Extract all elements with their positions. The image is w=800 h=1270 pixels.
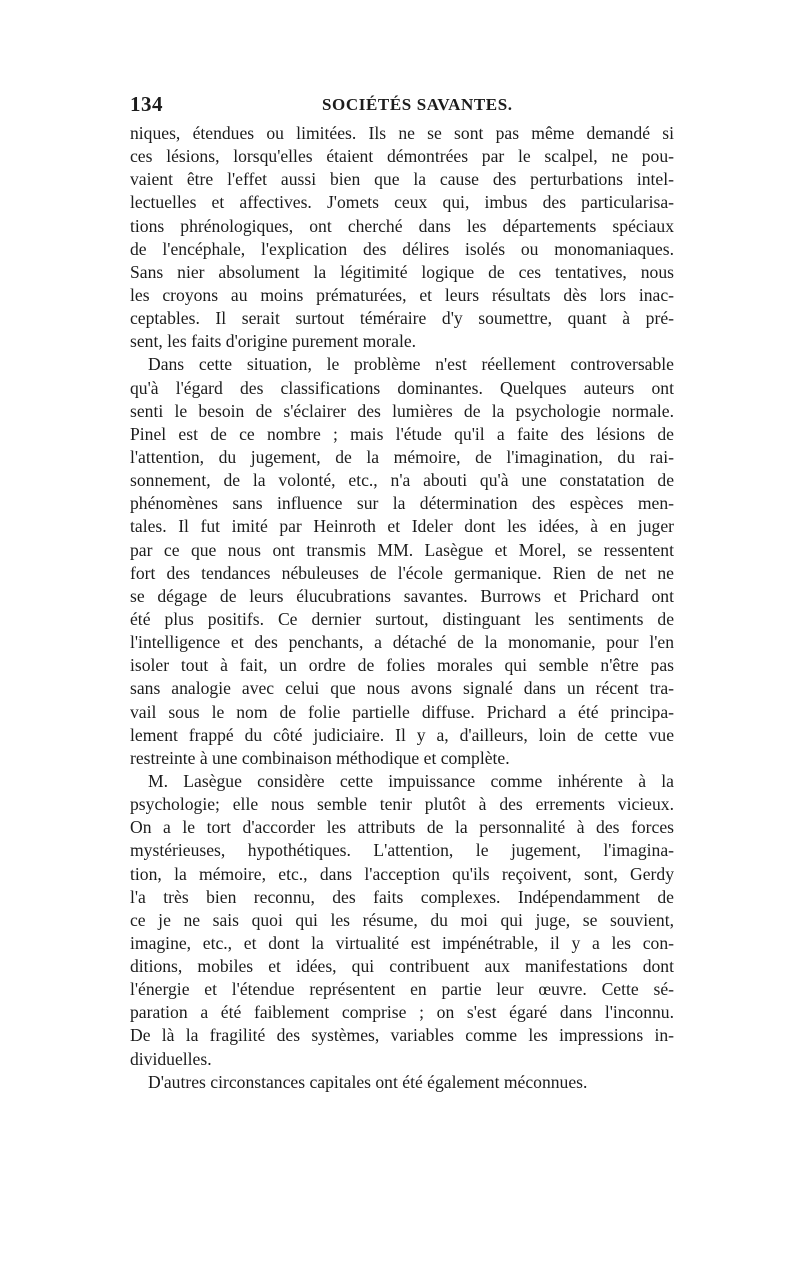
text-line: Pinel est de ce nombre ; mais l'étude qu'il a faite des lésions de	[130, 423, 674, 444]
text-line: sonnement, de la volonté, etc., n'a abouti qu'à une constatation de	[130, 470, 674, 491]
text-line: les croyons au moins prématurées, et leurs résultats dès lors inac-	[130, 284, 674, 305]
text-line: été plus positifs. Ce dernier surtout, distinguant les sentiments de	[130, 608, 674, 629]
text-line: sans analogie avec celui que nous avons signalé dans un récent tra-	[130, 678, 674, 699]
text-line: lectuelles et affectives. J'omets ceux qui, imbus des particularisa-	[130, 192, 674, 213]
text-line: par ce que nous ont transmis MM. Lasègue et Morel, se ressentent	[130, 539, 674, 560]
text-line: De là la fragilité des systèmes, variables comme les impressions in-	[130, 1025, 674, 1046]
text-line: paration a été faiblement comprise ; on s'est égaré dans l'inconnu.	[130, 1002, 674, 1023]
text-line: ce je ne sais quoi qui les résume, du moi qui juge, se souvient,	[130, 909, 674, 930]
running-head: SOCIÉTÉS SAVANTES.	[322, 95, 513, 114]
text-line: restreinte à une combinaison méthodique et complète.	[130, 747, 510, 768]
text-line: vail sous le nom de folie partielle diffuse. Prichard a été principa-	[130, 701, 674, 722]
text-line: tion, la mémoire, etc., dans l'acception qu'ils reçoivent, sont, Gerdy	[130, 863, 674, 884]
text-line: ces lésions, lorsqu'elles étaient démontrées par le scalpel, ne pou-	[130, 146, 674, 167]
text-line: ditions, mobiles et idées, qui contribuent aux manifestations dont	[130, 956, 674, 977]
text-line: psychologie; elle nous semble tenir plutôt à des errements vicieux.	[130, 794, 674, 815]
text-line: Dans cette situation, le problème n'est réellement controversable	[148, 354, 674, 375]
text-line: sent, les faits d'origine purement morale.	[130, 331, 417, 352]
page-number: 134	[130, 92, 163, 116]
text-line: niques, étendues ou limitées. Ils ne se sont pas même demandé si	[130, 123, 674, 143]
text-line: D'autres circonstances capitales ont été également méconnues.	[148, 1071, 588, 1092]
text-line: qu'à l'égard des classifications dominantes. Quelques auteurs ont	[130, 377, 674, 398]
text-line: senti le besoin de s'éclairer des lumières de la psychologie normale.	[130, 400, 674, 421]
text-line: lement frappé du côté judiciaire. Il y a, d'ailleurs, loin de cette vue	[130, 724, 674, 745]
text-line: fort des tendances nébuleuses de l'école germanique. Rien de net ne	[130, 562, 674, 583]
text-line: On a le tort d'accorder les attributs de la personnalité à des forces	[130, 817, 674, 838]
text-line: M. Lasègue considère cette impuissance comme inhérente à la	[148, 770, 674, 791]
text-line: l'intelligence et des penchants, a détaché de la monomanie, pour l'en	[130, 632, 674, 653]
text-line: tales. Il fut imité par Heinroth et Ideler dont les idées, à en juger	[130, 516, 674, 537]
text-line: l'attention, du jugement, de la mémoire, de l'imagination, du rai-	[130, 446, 674, 467]
text-line: isoler tout à fait, un ordre de folies morales qui semble n'être pas	[130, 655, 674, 676]
text-line: vaient être l'effet aussi bien que la cause des perturbations intel-	[130, 169, 674, 190]
text-line: phénomènes sans influence sur la détermination des espèces men-	[130, 493, 674, 514]
text-line: l'a très bien reconnu, des faits complexes. Indépendamment de	[130, 886, 674, 907]
text-line: mystérieuses, hypothétiques. L'attention, le jugement, l'imagina-	[130, 840, 674, 861]
text-line: imagine, etc., et dont la virtualité est impénétrable, il y a les con-	[130, 932, 674, 953]
text-line: se dégage de leurs élucubrations savantes. Burrows et Prichard ont	[130, 585, 674, 606]
text-line: de l'encéphale, l'explication des délires isolés ou monomaniaques.	[130, 238, 674, 259]
text-line: Sans nier absolument la légitimité logique de ces tentatives, nous	[130, 261, 674, 282]
page-header	[130, 92, 674, 118]
text-line: ceptables. Il serait surtout téméraire d'y soumettre, quant à pré-	[130, 308, 674, 329]
body-text	[130, 122, 674, 1094]
text-line: dividuelles.	[130, 1048, 212, 1069]
text-line: tions phrénologiques, ont cherché dans les départements spéciaux	[130, 215, 674, 236]
text-line: l'énergie et l'étendue représentent en partie leur œuvre. Cette sé-	[130, 979, 674, 1000]
